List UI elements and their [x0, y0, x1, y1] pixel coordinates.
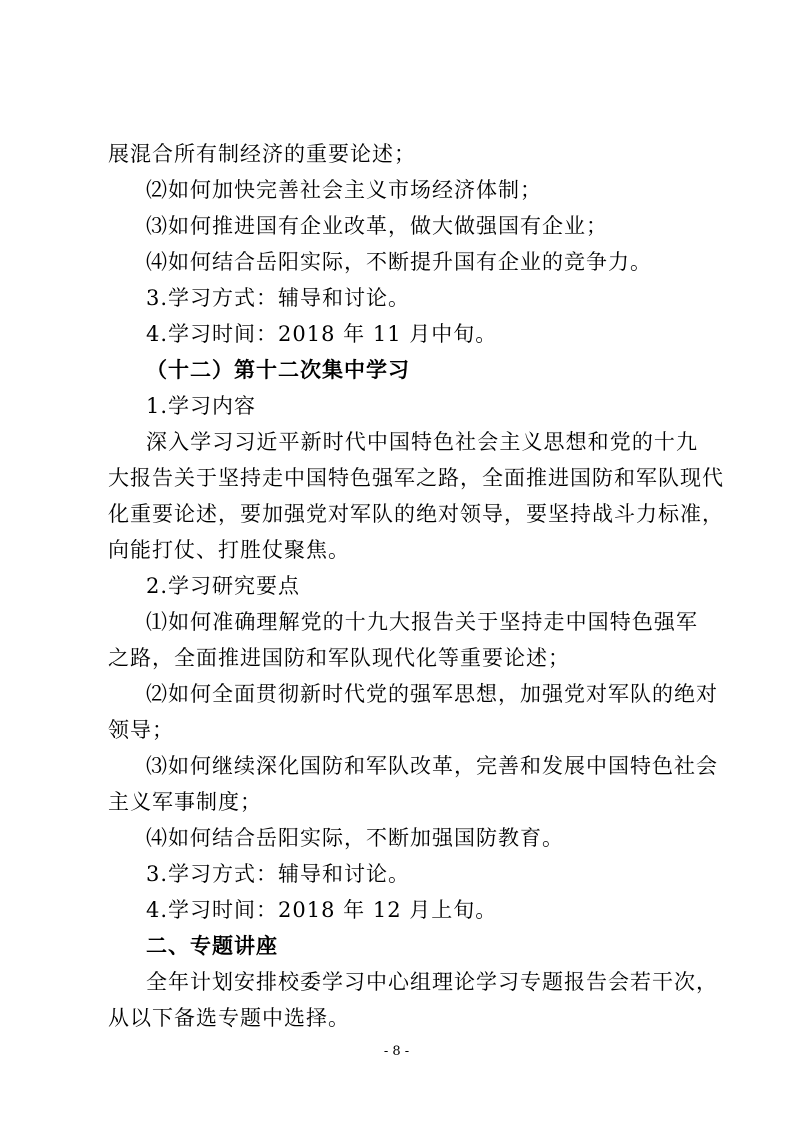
text-line-18: ⑶如何继续深化国防和军队改革，完善和发展中国特色社会 [146, 754, 718, 778]
text-line-19: 主义军事制度； [108, 790, 262, 814]
text-line-15: 之路，全面推进国防和军队现代化等重要论述； [108, 646, 570, 670]
text-line-25: 从以下备选专题中选择。 [108, 1006, 350, 1030]
text-line-9: 深入学习习近平新时代中国特色社会主义思想和党的十九 [146, 430, 698, 454]
text-line-14: ⑴如何准确理解党的十九大报告关于坚持走中国特色强军 [146, 610, 698, 634]
text-line-13: 2.学习研究要点 [146, 574, 301, 598]
text-line-2: ⑵如何加快完善社会主义市场经济体制； [146, 178, 542, 202]
text-line-1: 展混合所有制经济的重要论述； [108, 142, 416, 166]
text-line-4: ⑷如何结合岳阳实际，不断提升国有企业的竞争力。 [146, 250, 652, 274]
text-line-8: 1.学习内容 [146, 394, 257, 418]
text-line-20: ⑷如何结合岳阳实际，不断加强国防教育。 [146, 826, 564, 850]
text-line-17: 领导； [108, 718, 174, 742]
section-heading-special-lectures: 二、专题讲座 [146, 934, 278, 958]
text-line-5: 3.学习方式：辅导和讨论。 [146, 286, 411, 310]
section-heading-twelfth-study: （十二）第十二次集中学习 [146, 358, 410, 382]
text-line-6: 4.学习时间：2018 年 11 月中旬。 [146, 322, 498, 346]
text-line-3: ⑶如何推进国有企业改革，做大做强国有企业； [146, 214, 608, 238]
text-line-10: 大报告关于坚持走中国特色强军之路，全面推进国防和军队现代 [108, 466, 724, 490]
text-line-21: 3.学习方式：辅导和讨论。 [146, 862, 411, 886]
page-number: - 8 - [383, 1044, 410, 1059]
text-line-24: 全年计划安排校委学习中心组理论学习专题报告会若干次， [146, 970, 718, 994]
text-line-22: 4.学习时间：2018 年 12 月上旬。 [146, 898, 498, 922]
text-line-11: 化重要论述，要加强党对军队的绝对领导，要坚持战斗力标准， [108, 502, 724, 526]
text-line-12: 向能打仗、打胜仗聚焦。 [108, 538, 350, 562]
text-line-16: ⑵如何全面贯彻新时代党的强军思想，加强党对军队的绝对 [146, 682, 718, 706]
